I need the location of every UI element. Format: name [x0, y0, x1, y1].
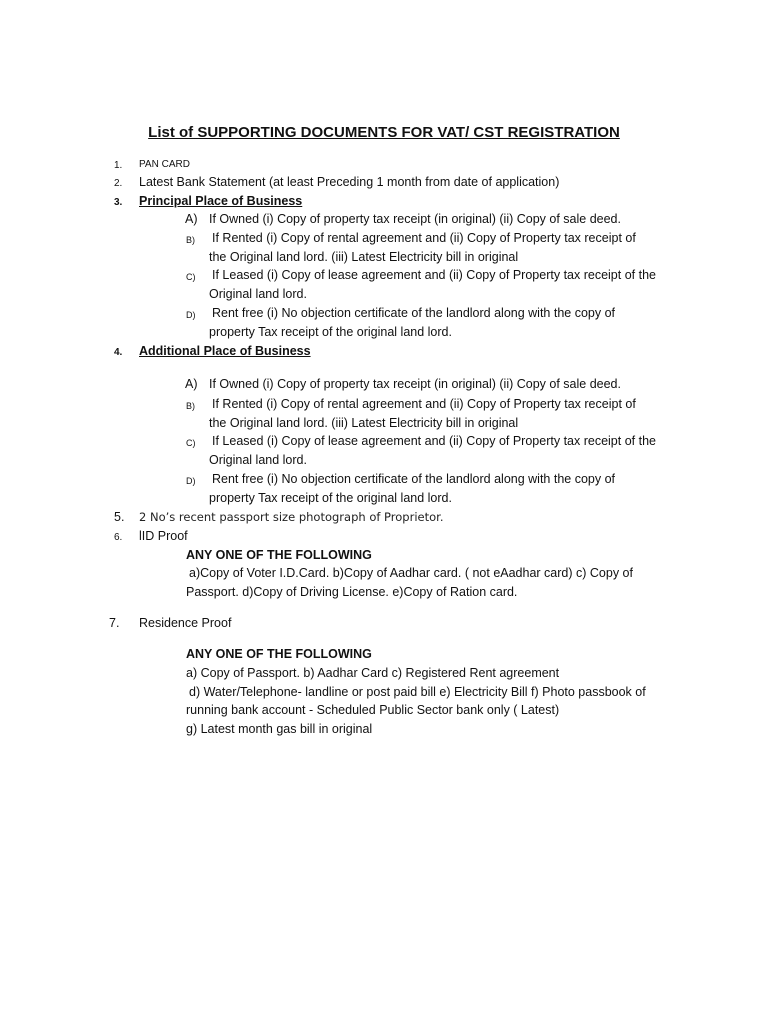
item-4-sub-d-line2: property Tax receipt of the original land lord. — [209, 491, 452, 505]
item-4-sub-a-text: If Owned (i) Copy of property tax receipt (in original) (ii) Copy of sale deed. — [209, 377, 621, 391]
item-3-sub-b-label: B) — [186, 235, 195, 245]
item-4-sub-c-label: C) — [186, 438, 196, 448]
item-3-sub-d-label: D) — [186, 310, 196, 320]
item-7-line2: d) Water/Telephone- landline or post paid bill e) Electricity Bill f) Photo passbook of — [189, 685, 646, 699]
item-1-text: PAN CARD — [139, 159, 190, 170]
item-7-line1: a) Copy of Passport. b) Aadhar Card c) Registered Rent agreement — [186, 666, 560, 680]
item-3-sub-d-line1: Rent free (i) No objection certificate of the landlord along with the copy of — [212, 306, 615, 320]
item-7-number: 7. — [109, 616, 120, 630]
item-4-sub-d-label: D) — [186, 476, 196, 486]
document-title: List of SUPPORTING DOCUMENTS FOR VAT/ CST REGISTRATION — [148, 124, 620, 141]
item-4-number: 4. — [114, 347, 123, 358]
item-3-sub-a-text: If Owned (i) Copy of property tax receipt (in original) (ii) Copy of sale deed. — [209, 212, 621, 226]
item-6-text: lID Proof — [139, 529, 188, 543]
item-2-number: 2. — [114, 178, 123, 189]
item-3-sub-c-line2: Original land lord. — [209, 287, 307, 301]
item-6-heading: ANY ONE OF THE FOLLOWING — [186, 548, 372, 562]
item-4-sub-b-line2: the Original land lord. (iii) Latest Electricity bill in original — [209, 416, 519, 430]
item-3-sub-c-label: C) — [186, 272, 196, 282]
item-6-line2: Passport. d)Copy of Driving License. e)Copy of Ration card. — [186, 585, 518, 599]
item-4-heading: Additional Place of Business — [139, 344, 311, 358]
item-7-line4: g) Latest month gas bill in original — [186, 722, 373, 736]
item-4-sub-a-label: A) — [185, 377, 198, 391]
item-6-line1: a)Copy of Voter I.D.Card. b)Copy of Aadhar card. ( not eAadhar card) c) Copy of — [189, 566, 633, 580]
item-4-sub-c-line2: Original land lord. — [209, 453, 307, 467]
item-3-sub-b-line2: the Original land lord. (iii) Latest Electricity bill in original — [209, 250, 519, 264]
item-4-sub-c-line1: If Leased (i) Copy of lease agreement and (ii) Copy of Property tax receipt of the — [212, 434, 656, 448]
item-3-sub-b-line1: If Rented (i) Copy of rental agreement and (ii) Copy of Property tax receipt of — [212, 231, 636, 245]
item-4-sub-b-label: B) — [186, 401, 195, 411]
item-3-sub-d-line2: property Tax receipt of the original land lord. — [209, 325, 452, 339]
item-7-line3: running bank account - Scheduled Public Sector bank only ( Latest) — [186, 703, 560, 717]
item-3-number: 3. — [114, 197, 123, 208]
item-7-text: Residence Proof — [139, 616, 232, 630]
item-3-sub-a-label: A) — [185, 212, 198, 226]
item-5-number: 5. — [114, 510, 125, 524]
item-5-text: 2 No’s recent passport size photograph of Proprietor. — [139, 510, 444, 524]
item-3-sub-c-line1: If Leased (i) Copy of lease agreement and (ii) Copy of Property tax receipt of the — [212, 268, 656, 282]
item-4-sub-b-line1: If Rented (i) Copy of rental agreement and (ii) Copy of Property tax receipt of — [212, 397, 636, 411]
item-2-text: Latest Bank Statement (at least Preceding 1 month from date of application) — [139, 175, 560, 189]
item-6-number: 6. — [114, 532, 123, 543]
item-1-number: 1. — [114, 160, 123, 171]
item-4-sub-d-line1: Rent free (i) No objection certificate of the landlord along with the copy of — [212, 472, 615, 486]
item-3-heading: Principal Place of Business — [139, 194, 303, 208]
item-7-heading: ANY ONE OF THE FOLLOWING — [186, 647, 372, 661]
